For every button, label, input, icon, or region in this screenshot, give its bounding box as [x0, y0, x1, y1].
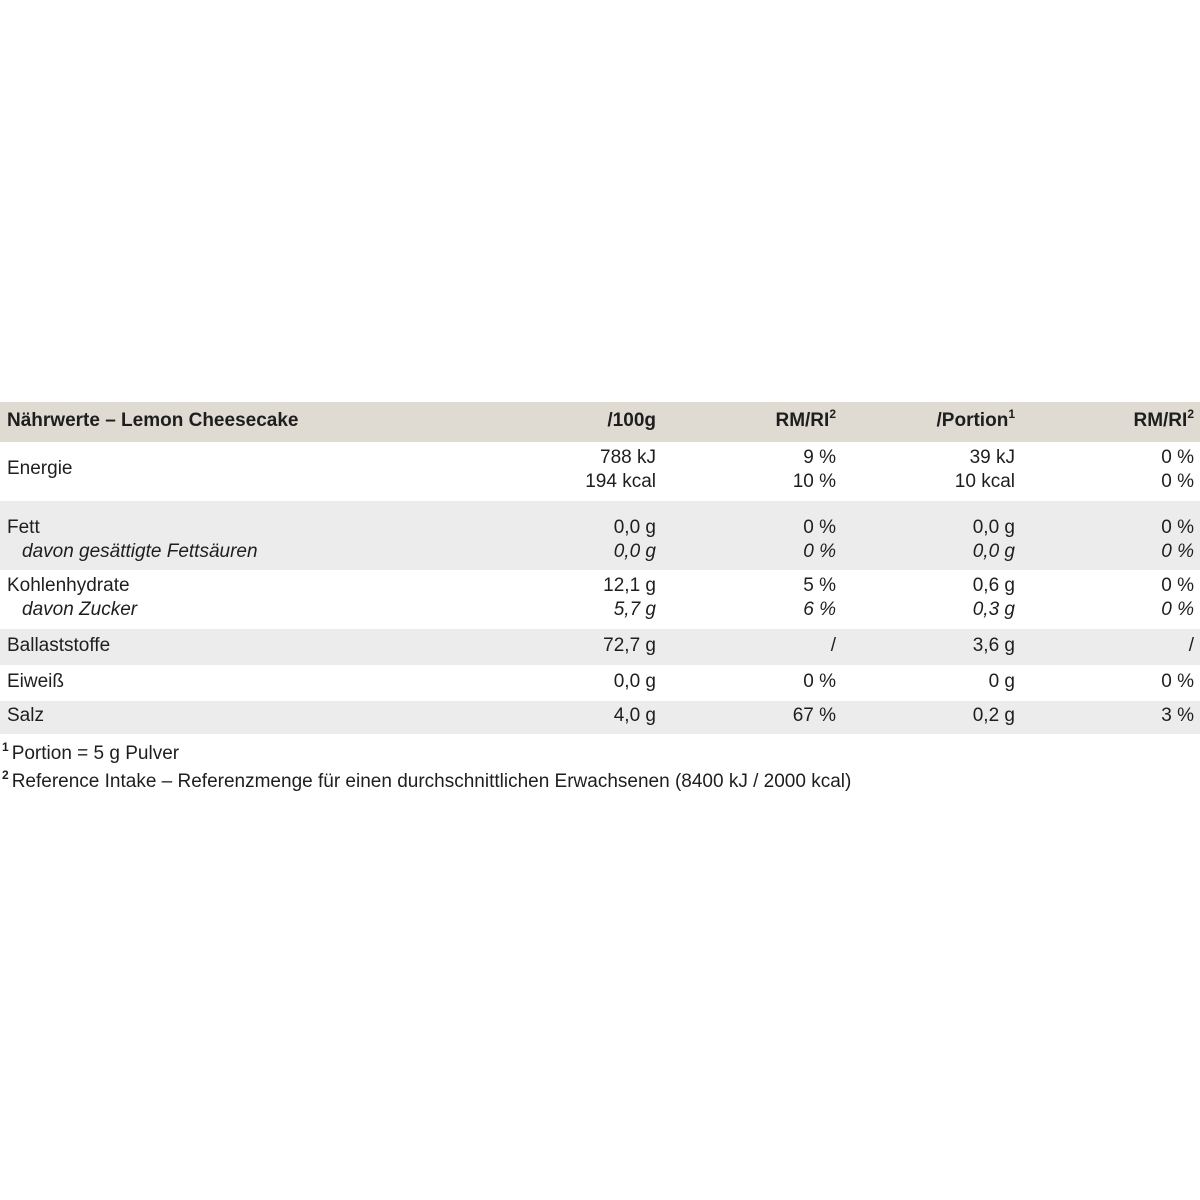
- ballaststoffe-per100: 72,7 g: [603, 635, 656, 656]
- table-row-fett: [0, 501, 1200, 570]
- zucker-portion: 0,3 g: [972, 599, 1015, 620]
- ballaststoffe-rm2: /: [1188, 635, 1194, 656]
- header-rm-ri-100g: $RM/RI^2$: [775, 407, 836, 431]
- fettsaeuren-rm1: 0 %: [803, 541, 836, 562]
- row-label: Salz: [7, 705, 44, 726]
- header-per-100g: /100g: [607, 410, 656, 431]
- footnote-marker: 2: [2, 768, 9, 782]
- eiweiss-rm2: 0 %: [1161, 671, 1194, 692]
- kohlenhydrate-per100: 12,1 g: [603, 575, 656, 596]
- footnote-2: [2, 768, 851, 796]
- salz-rm1: 67 %: [792, 705, 836, 726]
- row-label: Ballaststoffe: [7, 635, 111, 656]
- ballaststoffe-rm1: /: [830, 635, 836, 656]
- row-label: Kohlenhydrate: [7, 575, 130, 596]
- fett-per100: 0,0 g: [613, 517, 656, 538]
- energie-rm2-kj: 0 %: [1161, 447, 1194, 468]
- salz-per100: 4,0 g: [613, 705, 656, 726]
- energie-rm1-kj: 9 %: [803, 447, 836, 468]
- energie-portion-kcal: 10 kcal: [954, 471, 1015, 492]
- kohlenhydrate-rm1: 5 %: [803, 575, 836, 596]
- energie-per100-kj: 788 kJ: [600, 447, 656, 468]
- eiweiss-portion: 0 g: [988, 671, 1015, 692]
- salz-portion: 0,2 g: [972, 705, 1015, 726]
- kohlenhydrate-rm2: 0 %: [1161, 575, 1194, 596]
- table-header: [0, 402, 1200, 442]
- fettsaeuren-portion: 0,0 g: [972, 541, 1015, 562]
- footnote-marker: 1: [2, 740, 9, 754]
- footnote-text: Portion = 5 g Pulver: [11, 743, 180, 764]
- salz-rm2: 3 %: [1161, 705, 1194, 726]
- row-label: Fett: [7, 517, 40, 538]
- ballaststoffe-portion: 3,6 g: [972, 635, 1015, 656]
- row-label: Energie: [7, 458, 73, 479]
- fett-rm1: 0 %: [803, 517, 836, 538]
- table-row-kohlenhydrate: [0, 570, 1200, 629]
- zucker-per100: 5,7 g: [613, 599, 656, 620]
- row-label: Eiweiß: [7, 671, 65, 692]
- fett-rm2: 0 %: [1161, 517, 1194, 538]
- header-rm-ri-portion: $RM/RI^2$: [1133, 407, 1194, 431]
- table-row-eiweiss: [0, 665, 1200, 701]
- energie-per100-kcal: 194 kcal: [585, 471, 656, 492]
- zucker-rm1: 6 %: [803, 599, 836, 620]
- fettsaeuren-per100: 0,0 g: [613, 541, 656, 562]
- nutrition-table: [0, 402, 1200, 734]
- fett-portion: 0,0 g: [972, 517, 1015, 538]
- eiweiss-per100: 0,0 g: [613, 671, 656, 692]
- fettsaeuren-rm2: 0 %: [1161, 541, 1194, 562]
- sub-row-label: davon gesättigte Fettsäuren: [22, 541, 258, 562]
- energie-portion-kj: 39 kJ: [969, 447, 1015, 468]
- footnotes: [2, 740, 851, 796]
- footnote-1: [2, 740, 851, 768]
- eiweiss-rm1: 0 %: [803, 671, 836, 692]
- energie-rm2-kcal: 0 %: [1161, 471, 1194, 492]
- table-row-ballaststoffe: [0, 629, 1200, 665]
- table-row-salz: [0, 701, 1200, 734]
- energie-rm1-kcal: 10 %: [792, 471, 836, 492]
- footnote-text: Reference Intake – Referenzmenge für einen durchschnittlichen Erwachsenen (8400 kJ / 2000 kcal): [11, 771, 852, 792]
- zucker-rm2: 0 %: [1161, 599, 1194, 620]
- table-title: Nährwerte – Lemon Cheesecake: [7, 410, 299, 431]
- sub-row-label: davon Zucker: [22, 599, 138, 620]
- header-per-portion: /Portion$^1$: [936, 407, 1015, 431]
- kohlenhydrate-portion: 0,6 g: [972, 575, 1015, 596]
- table-row-energie: [0, 442, 1200, 501]
